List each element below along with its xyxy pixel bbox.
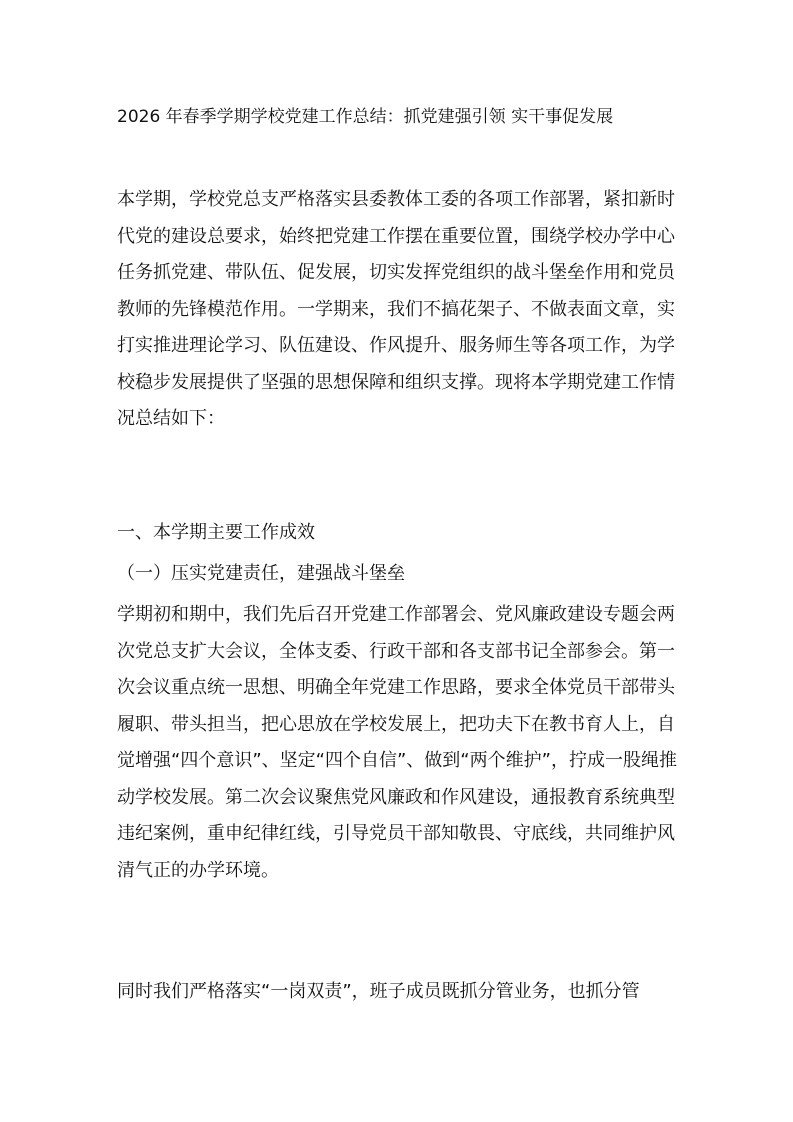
body-paragraph: 学期初和期中，我们先后召开党建工作部署会、党风廉政建设专题会两次党总支扩大会议，全体支委、行政干部和各支部书记全部参会。第一次会议重点统一思想、明确全年党建工作思路，要求全体党员干部带头履职、带头担当，把心思放在学校发展上，把功夫下在教书育人上，自觉增强“四个意识”、坚定“四个自信”、做到“两个维护”，拧成一股绳推动学校发展。第二次会议聚焦党风廉政和作风建设，通报教育系统典型违纪案例，重申纪律红线，引导党员干部知敬畏、守底线，共同维护风清气正的办学环境。 [117, 604, 677, 881]
subsection-heading: （一）压实党建责任，建强战斗堡垒 [117, 563, 405, 584]
intro-paragraph: 本学期，学校党总支严格落实县委教体工委的各项工作部署，紧扣新时代党的建设总要求，始终把党建工作摆在重要位置，围绕学校办学中心任务抓党建、带队伍、促发展，切实发挥党组织的战斗堡垒作用和党员教师的先锋模范作用。一学期来，我们不搞花架子、不做表面文章，实打实推进理论学习、队伍建设、作风提升、服务师生等各项工作，为学校稳步发展提供了坚强的思想保障和组织支撑。现将本学期党建工作情况总结如下： [117, 189, 675, 429]
section-heading: 一、本学期主要工作成效 [117, 522, 315, 543]
trailing-paragraph: 同时我们严格落实“一岗双责”，班子成员既抓分管业务，也抓分管 [117, 981, 640, 1002]
document-title: 2026 年春季学期学校党建工作总结：抓党建强引领 实干事促发展 [117, 107, 614, 127]
